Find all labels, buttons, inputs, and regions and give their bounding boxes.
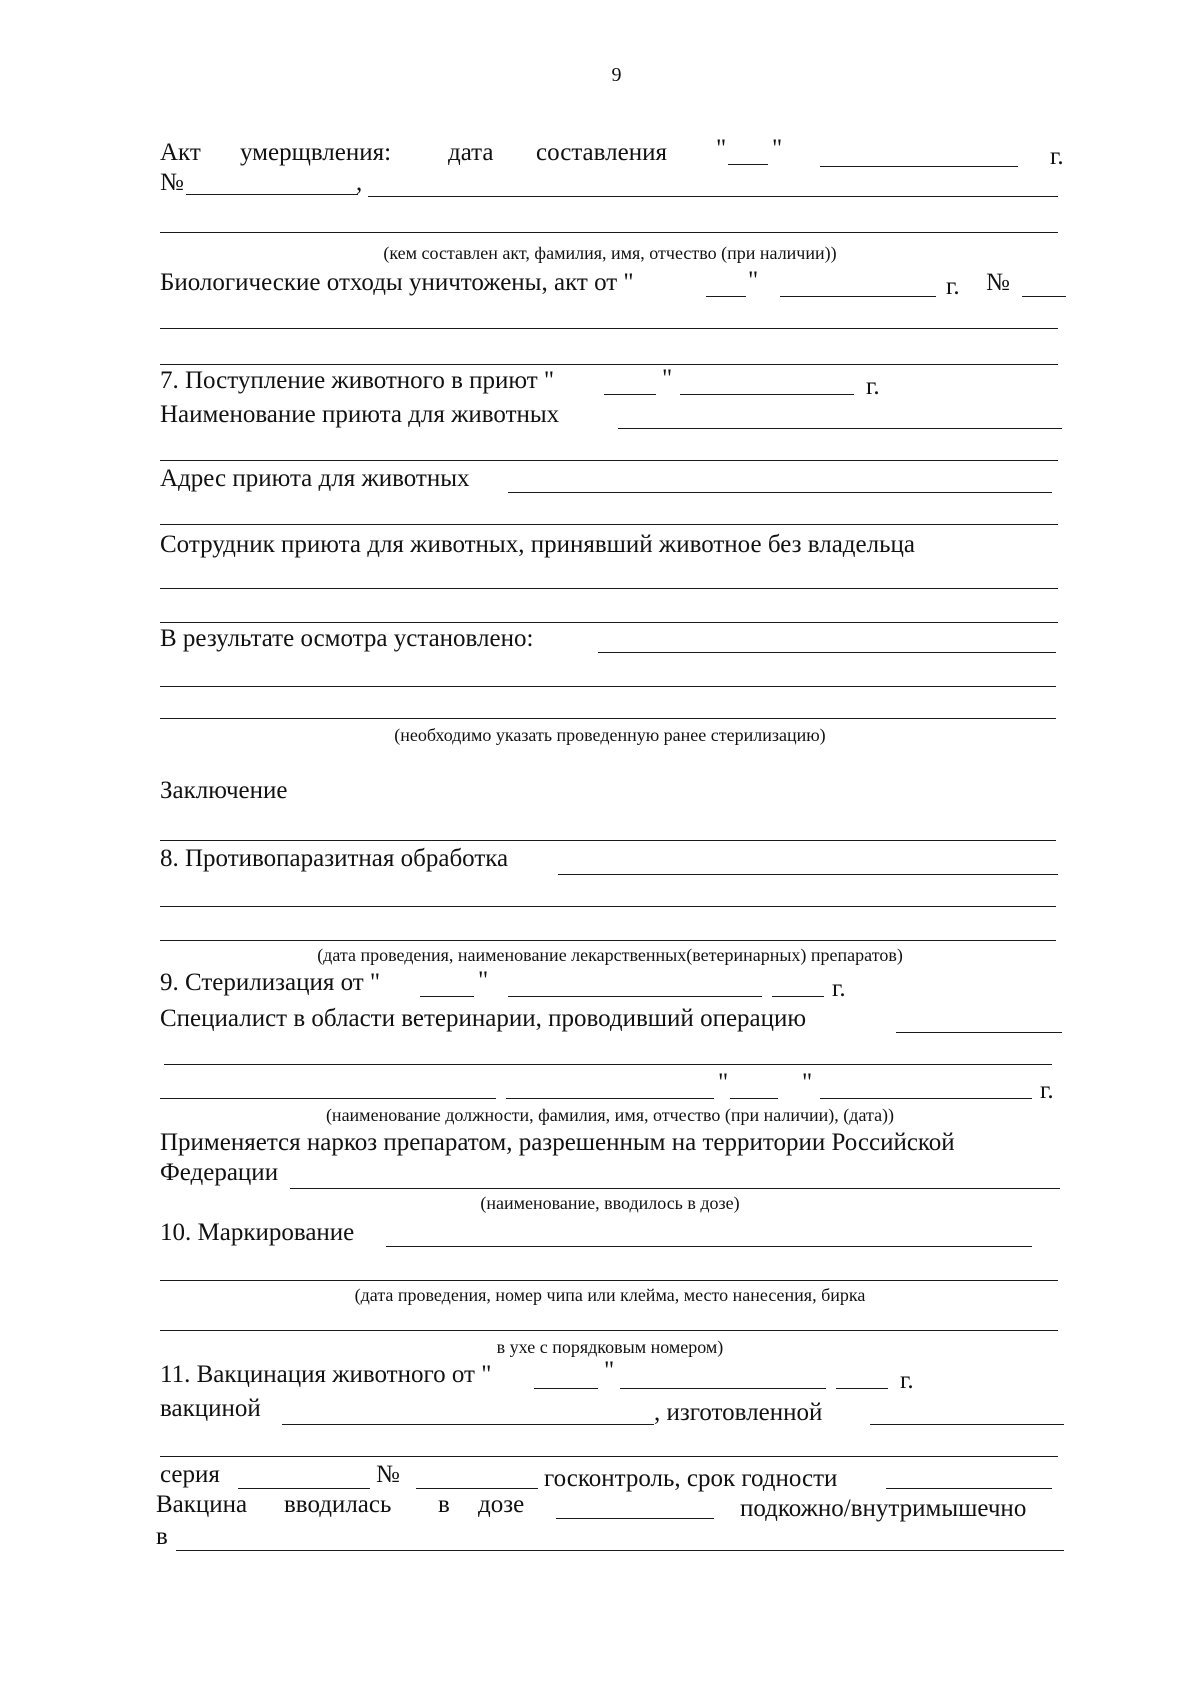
bio-number-sign: № xyxy=(986,269,1010,296)
vaccine-word: Вакцина xyxy=(156,1491,248,1518)
expiry-date-field[interactable] xyxy=(886,1488,1052,1489)
vet-open-quote: " xyxy=(718,1069,729,1096)
marking-field-2[interactable] xyxy=(160,1280,1058,1281)
dose-word: дозе xyxy=(478,1491,525,1518)
series-field[interactable] xyxy=(238,1488,370,1489)
vet-specialist-label: Специалист в области ветеринарии, проводивший операцию xyxy=(160,1005,807,1032)
shelter-month-field[interactable] xyxy=(680,394,854,395)
exam-result-field-1[interactable] xyxy=(598,652,1056,653)
data-word: дата xyxy=(448,139,494,166)
antiparasitic-label: 8. Противопаразитная обработка xyxy=(160,845,509,872)
exam-result-field-3[interactable] xyxy=(160,718,1056,719)
anesthesia-line-2: Федерации xyxy=(160,1159,279,1186)
year-suffix: г. xyxy=(1050,143,1064,170)
anesthesia-field[interactable] xyxy=(290,1188,1060,1189)
sterilization-month-field[interactable] xyxy=(508,996,762,997)
shelter-staff-field-1[interactable] xyxy=(160,588,1058,589)
state-control-label: госконтроль, срок годности xyxy=(544,1465,838,1492)
act-number-field[interactable] xyxy=(186,194,358,195)
marking-field-1[interactable] xyxy=(386,1246,1032,1247)
vet-caption: (наименование должности, фамилия, имя, отчество (при наличии), (дата)) xyxy=(325,1105,895,1125)
page-number: 9 xyxy=(611,64,622,86)
antiparasitic-field-1[interactable] xyxy=(558,874,1058,875)
close-quote: " xyxy=(772,135,783,162)
act-author-caption: (кем составлен акт, фамилия, имя, отчество (при наличии)) xyxy=(383,243,837,263)
antiparasitic-field-2[interactable] xyxy=(160,906,1056,907)
marking-caption-1: (дата проведения, номер чипа или клейма, место нанесения, бирка xyxy=(354,1285,866,1305)
manufacturer-label: , изготовленной xyxy=(654,1399,823,1426)
marking-label: 10. Маркирование xyxy=(160,1219,355,1246)
conclusion-label: Заключение xyxy=(160,777,288,804)
exam-result-label: В результате осмотра установлено: xyxy=(160,625,534,652)
vaccination-year-field[interactable] xyxy=(836,1388,888,1389)
vaccination-year-suffix: г. xyxy=(900,1367,914,1394)
shelter-staff-field-2[interactable] xyxy=(160,622,1058,623)
shelter-entry-label: 7. Поступление животного в приют " xyxy=(160,367,555,394)
sterilization-close-quote: " xyxy=(478,967,489,994)
conclusion-field[interactable] xyxy=(160,840,1056,841)
shelter-address-label: Адрес приюта для животных xyxy=(160,465,470,492)
vaccine-name-field[interactable] xyxy=(282,1424,654,1425)
bio-waste-label: Биологические отходы уничтожены, акт от " xyxy=(160,269,634,296)
anesthesia-line-1: Применяется наркоз препаратом, разрешенным на территории Российской xyxy=(160,1129,955,1156)
manufacturer-field-2[interactable] xyxy=(160,1456,1058,1457)
bio-year-suffix: г. xyxy=(946,273,960,300)
vet-specialist-field-2[interactable] xyxy=(164,1064,1052,1065)
manufacturer-field[interactable] xyxy=(870,1424,1064,1425)
shelter-staff-label: Сотрудник приюта для животных, принявший животное без владельца xyxy=(160,531,915,558)
akt-word: Акт xyxy=(160,139,201,166)
vet-close-quote: " xyxy=(802,1069,813,1096)
anesthesia-caption: (наименование, вводилось в дозе) xyxy=(480,1193,740,1213)
shelter-close-quote: " xyxy=(662,365,673,392)
bio-extra-field-1[interactable] xyxy=(160,328,1058,329)
vaccination-label: 11. Вакцинация животного от " xyxy=(160,1361,492,1388)
act-author-field-2[interactable] xyxy=(160,232,1058,233)
vet-specialist-field-1[interactable] xyxy=(896,1032,1062,1033)
bio-number-field[interactable] xyxy=(1022,296,1066,297)
bio-close-quote: " xyxy=(748,267,759,294)
shelter-address-field-2[interactable] xyxy=(160,524,1058,525)
route-label: подкожно/внутримышечно xyxy=(740,1495,1027,1522)
marking-field-3[interactable] xyxy=(160,1330,1058,1331)
number-sign: № xyxy=(160,169,184,196)
series-number-field[interactable] xyxy=(416,1488,538,1489)
shelter-address-field[interactable] xyxy=(508,492,1052,493)
sterilization-day-field[interactable] xyxy=(420,996,474,997)
exam-result-caption: (необходимо указать проведенную ранее стерилизацию) xyxy=(394,725,826,745)
vet-name-field[interactable] xyxy=(506,1098,714,1099)
vet-month-field[interactable] xyxy=(820,1098,1032,1099)
bio-day-field[interactable] xyxy=(706,296,746,297)
shelter-name-field-2[interactable] xyxy=(160,460,1058,461)
antiparasitic-caption: (дата проведения, наименование лекарственных(ветеринарных) препаратов) xyxy=(317,945,903,965)
series-label: серия xyxy=(160,1461,220,1488)
umershvleniya-word: умерщвления: xyxy=(240,139,392,166)
comma: , xyxy=(356,169,363,196)
shelter-name-field[interactable] xyxy=(618,428,1062,429)
antiparasitic-field-3[interactable] xyxy=(160,940,1056,941)
vaccination-close-quote: " xyxy=(604,1357,615,1384)
sterilization-year-field[interactable] xyxy=(772,996,824,997)
bio-month-field[interactable] xyxy=(780,296,936,297)
vet-year-suffix: г. xyxy=(1040,1077,1054,1104)
series-number-sign: № xyxy=(376,1461,400,1488)
sterilization-label: 9. Стерилизация от " xyxy=(160,969,381,996)
dose-field[interactable] xyxy=(556,1518,714,1519)
administered-word: вводилась xyxy=(284,1491,392,1518)
in-word: в xyxy=(438,1491,450,1518)
sterilization-year-suffix: г. xyxy=(832,975,846,1002)
shelter-name-label: Наименование приюта для животных xyxy=(160,401,560,428)
exam-result-field-2[interactable] xyxy=(160,686,1056,687)
injection-site-field[interactable] xyxy=(176,1550,1064,1551)
bio-extra-field-2[interactable] xyxy=(160,364,1058,365)
sostavleniya-word: составления xyxy=(536,139,667,166)
location-prefix: в xyxy=(156,1523,168,1550)
day-field[interactable] xyxy=(728,164,768,165)
act-author-field-1[interactable] xyxy=(368,196,1058,197)
vet-day-field[interactable] xyxy=(730,1098,778,1099)
vaccine-label: вакциной xyxy=(160,1395,261,1422)
vaccination-month-field[interactable] xyxy=(620,1388,826,1389)
open-quote: " xyxy=(716,135,727,162)
shelter-day-field[interactable] xyxy=(604,394,656,395)
vaccination-day-field[interactable] xyxy=(534,1388,598,1389)
month-year-field[interactable] xyxy=(820,166,1018,167)
marking-caption-2: в ухе с порядковым номером) xyxy=(496,1337,724,1357)
shelter-year-suffix: г. xyxy=(866,373,880,400)
vet-position-field[interactable] xyxy=(160,1098,496,1099)
